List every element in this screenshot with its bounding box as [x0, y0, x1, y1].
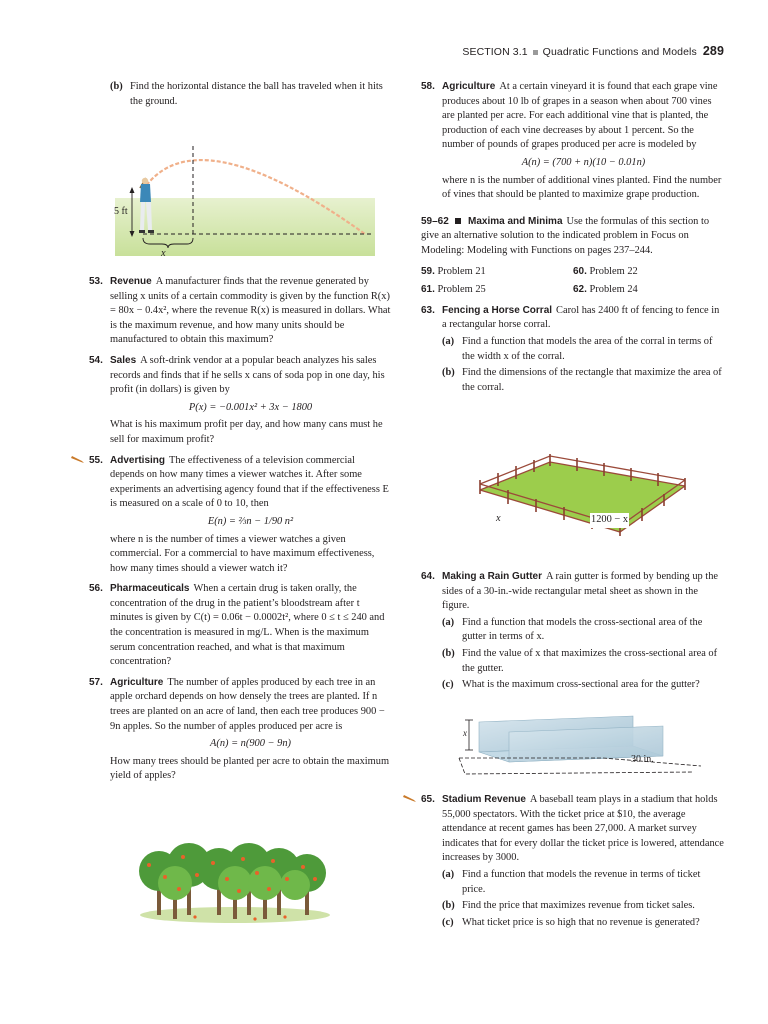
- problem-title: Revenue: [110, 276, 152, 287]
- problem-52b: [110, 80, 391, 109]
- gutter-width-label: 30 in.: [631, 754, 654, 765]
- problem-range: 59–62: [421, 215, 449, 227]
- subproblem: 62. Problem 24: [573, 284, 638, 296]
- problem-64: [421, 570, 725, 693]
- running-header: [462, 44, 724, 60]
- page-number: 289: [702, 44, 724, 58]
- figure-horse-corral: [470, 450, 690, 540]
- subproblem-row: [421, 283, 725, 298]
- section-label: SECTION 3.1: [462, 46, 528, 58]
- equation: P(x) = −0.001x² + 3x − 1800: [188, 401, 313, 413]
- header-separator: [533, 50, 538, 55]
- subproblem-row: [421, 265, 725, 280]
- subproblem: 61. Problem 25: [421, 284, 486, 296]
- problem-text-2: How many trees should be planted per acre to obtain the maximum yield of apples?: [110, 755, 390, 782]
- problem-57: [89, 676, 391, 784]
- problem-text-2: where n is the number of times a viewer watches a given commercial. For a commercial to have maximum effectiveness, how many times should a viewer watch it?: [110, 533, 375, 574]
- problem-number: 58.: [421, 81, 435, 92]
- problem-title: Making a Rain Gutter: [442, 571, 543, 582]
- square-bullet-icon: [455, 218, 461, 224]
- x-label: x: [161, 248, 166, 259]
- problem-55: [89, 454, 391, 577]
- part-a: (a) Find a function that models the revenue in terms of ticket price.: [442, 868, 701, 895]
- section-title: Quadratic Functions and Models: [542, 46, 697, 58]
- right-column-bottom: [421, 793, 725, 930]
- problem-number: 53.: [89, 276, 103, 287]
- left-column: [89, 80, 391, 109]
- corral-x-label: x: [496, 513, 501, 524]
- problem-text: When a certain drug is taken orally, the concentration of the drug in the patient’s bloodstream after t minutes is given by C(t) = 0.06t − 0.0002t², where 0 ≤ t ≤ 240 and the concentration is measured in mg/L. When is the maximum serum concentration reached, and what is that maximum concentration?: [110, 583, 385, 668]
- problem-title: Agriculture: [442, 81, 496, 92]
- part-b: (b) Find the dimensions of the rectangle that maximize the area of the corral.: [442, 367, 722, 393]
- problem-text: The number of apples produced by each tree in an apple orchard depends on how densely the trees are planted. If n trees are planted on an acre of land, then each tree produces 900 − 9n apples. So the number of apples produced per acre is: [110, 676, 385, 732]
- problem-title: Sales: [110, 354, 137, 366]
- problem-text: At a certain vineyard it is found that each grape vine produces about 10 lb of grapes in a season when about 700 vines are planted per acre. For each additional vine that is planted, the production of each vine decreases by about 1 percent. So the number of pounds of grapes produced per acre is modeled by: [442, 81, 718, 151]
- part-b: (b) Find the value of x that maximizes the cross-sectional area of the gutter.: [442, 647, 718, 674]
- part-label: (b): [110, 81, 123, 92]
- problem-title: Maxima and Minima: [468, 215, 563, 227]
- problem-text-2: where n is the number of additional vines planted. Find the number of vines that should be planted to maximize grape production.: [442, 174, 722, 201]
- right-column: [421, 80, 725, 395]
- problem-text: Carol has 2400 ft of fencing to fence in a rectangular horse corral.: [442, 304, 720, 331]
- figure-rain-gutter: [455, 712, 715, 782]
- problem-text-2: What is his maximum profit per day, and how many cans must he sell for maximum profit?: [110, 419, 383, 445]
- problem-53: [89, 275, 391, 348]
- equation: A(n) = n(900 − 9n): [210, 738, 291, 750]
- problem-text: Use the formulas of this section to give an alternative solution to the indicated problem in Focus on Modeling: Modeling with Functions on pages 237–244.: [421, 215, 710, 256]
- problem-number: 64.: [421, 571, 435, 582]
- left-column-problems: [89, 275, 391, 784]
- part-c: (c) What ticket price is so high that no revenue is generated?: [442, 916, 700, 928]
- problem-number: 63.: [421, 304, 435, 316]
- equation: A(n) = (700 + n)(10 − 0.01n): [521, 156, 646, 168]
- problem-number: 55.: [89, 454, 103, 466]
- pencil-icon: [403, 793, 417, 803]
- problem-title: Agriculture: [110, 676, 164, 688]
- problem-title: Fencing a Horse Corral: [442, 304, 553, 316]
- problem-title: Advertising: [110, 454, 166, 466]
- problem-56: [89, 582, 391, 670]
- problem-number: 54.: [89, 354, 103, 366]
- part-a: (a) Find a function that models the cross-sectional area of the gutter in terms of x.: [442, 616, 703, 643]
- problem-text: A manufacturer finds that the revenue generated by selling x units of a certain commodity is given by the function R(x) = 80x − 0.4x², where the revenue R(x) is measured in dollars. What is the maximum revenue, and how many units should be manufactured to obtain this maximum?: [110, 276, 391, 346]
- height-label: 5 ft: [114, 206, 128, 217]
- figure-apple-orchard: [135, 835, 335, 925]
- part-b: (b) Find the price that maximizes revenue from ticket sales.: [442, 900, 695, 912]
- problem-54: [89, 354, 391, 448]
- problem-65: [421, 793, 725, 930]
- figure-ball-trajectory: [110, 138, 380, 258]
- part-text: Find the horizontal distance the ball has traveled when it hits the ground.: [130, 81, 383, 107]
- problem-title: Stadium Revenue: [442, 794, 526, 805]
- subproblem: 59. Problem 21: [421, 265, 486, 277]
- gutter-x-label: x: [463, 728, 467, 738]
- part-c: (c) What is the maximum cross-sectional area for the gutter?: [442, 679, 700, 691]
- right-column-lower: [421, 570, 725, 693]
- subproblem: 60. Problem 22: [573, 265, 638, 277]
- equation: E(n) = ⅔n − 1/90 n²: [207, 515, 294, 527]
- problem-title: Pharmaceuticals: [110, 583, 190, 595]
- problems-59-62: [421, 215, 725, 298]
- problem-text: The effectiveness of a television commercial depends on how many times a viewer watches it. After some experiments an advertising agency found that if the effectiveness E is measured on a scale of 0 to 10, then: [110, 454, 389, 510]
- problem-63: [421, 304, 725, 396]
- problem-text: A soft-drink vendor at a popular beach analyzes his sales records and finds that if he sells x cans of soda pop in one day, his profit (in dollars) is given by: [110, 354, 385, 396]
- problem-number: 65.: [421, 794, 435, 805]
- problem-text: A baseball team plays in a stadium that holds 55,000 spectators. With the ticket price at $10, the average attendance at recent games has been 27,000. A market survey indicates that for every dollar the ticket price is lowered, attendance increases by 3000.: [442, 794, 724, 864]
- problem-number: 56.: [89, 583, 103, 595]
- part-a: (a) Find a function that models the area of the corral in terms of the width x of the corral.: [442, 335, 713, 362]
- problem-58: [421, 80, 725, 203]
- corral-length-label: 1200 − x: [590, 513, 629, 528]
- pencil-icon: [71, 454, 85, 464]
- problem-text: A rain gutter is formed by bending up the sides of a 30-in.-wide rectangular metal sheet as shown in the figure.: [442, 571, 719, 612]
- problem-number: 57.: [89, 676, 103, 688]
